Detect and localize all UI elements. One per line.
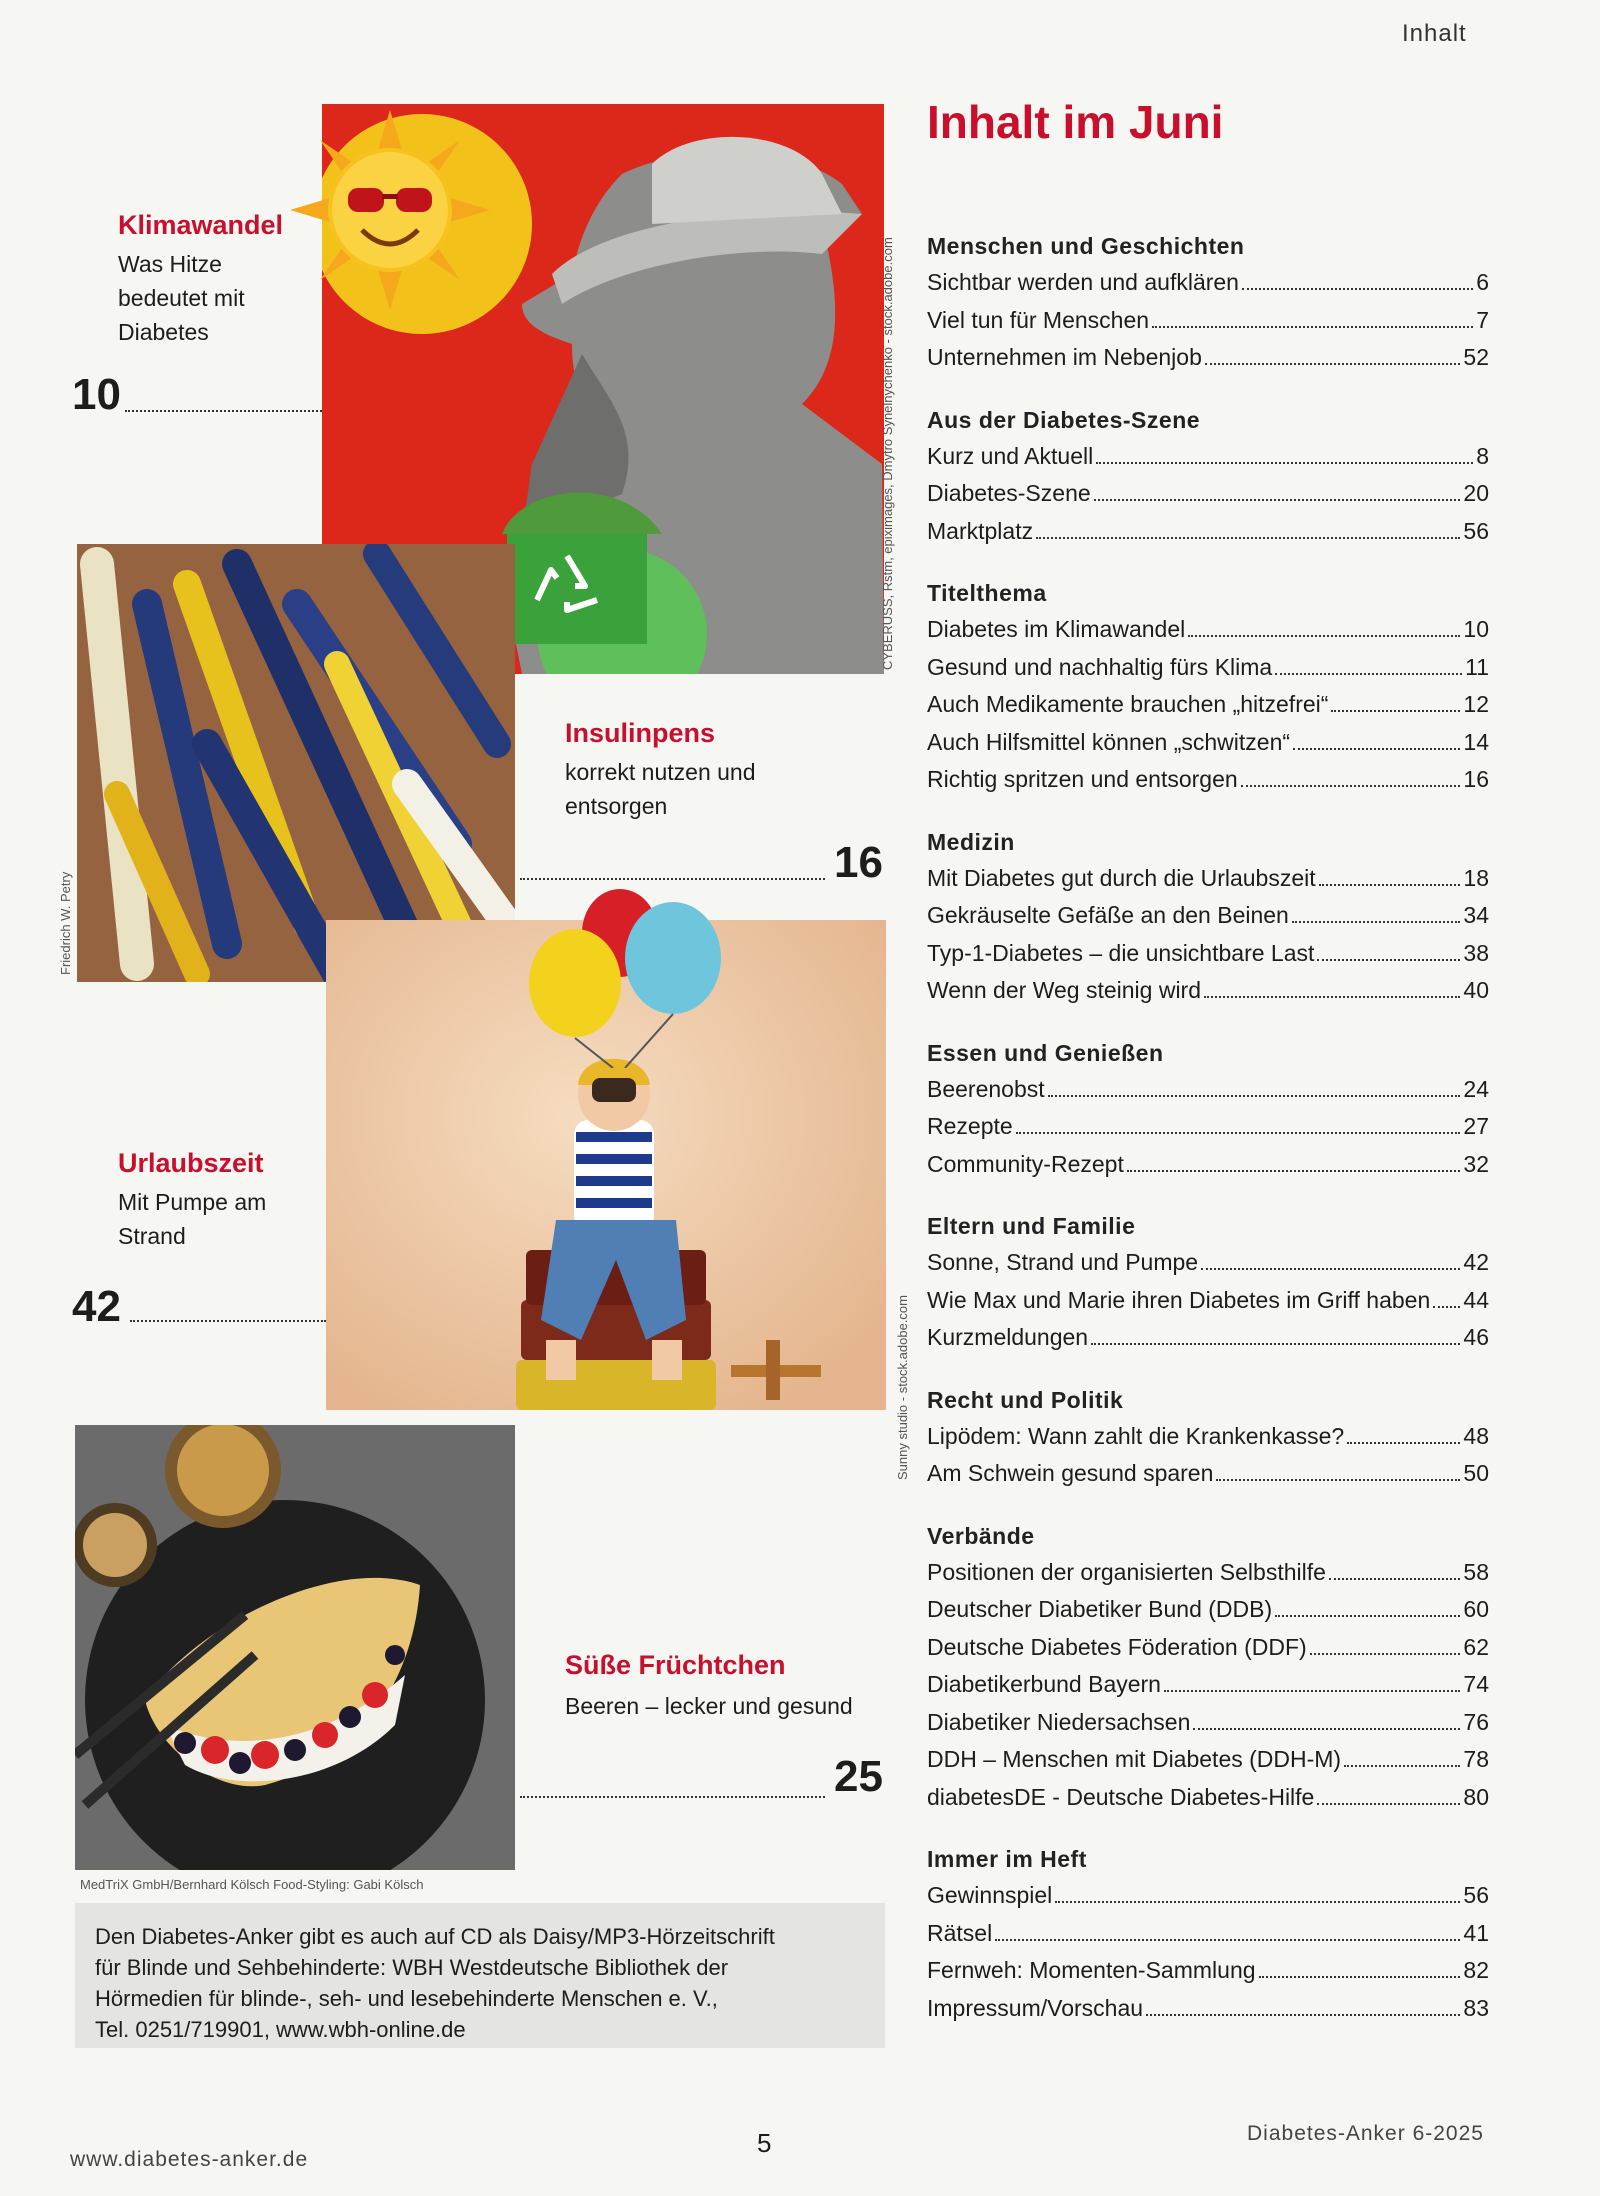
teaser-subtitle: entsorgen: [565, 793, 668, 819]
toc-entry-title: Auch Medikamente brauchen „hitzefrei“: [927, 691, 1329, 717]
toc-dot-leader: [1048, 1095, 1461, 1097]
toc-entry[interactable]: [927, 1952, 1489, 1990]
toc-dot-leader: [1091, 1343, 1460, 1345]
toc-entry-page: 56: [1463, 517, 1489, 544]
teaser-klimawandel[interactable]: [118, 210, 283, 349]
toc-dot-leader: [1127, 1170, 1461, 1172]
toc-entry-title: Rezepte: [927, 1113, 1013, 1139]
toc-dot-leader: [1344, 1765, 1460, 1767]
toc-entry[interactable]: [927, 1990, 1489, 2028]
toc-entry-title: Gewinnspiel: [927, 1882, 1053, 1908]
teaser-subtitle: korrekt nutzen und: [565, 759, 756, 785]
toc-section-heading: Menschen und Geschichten: [927, 233, 1245, 259]
toc-dot-leader: [1317, 959, 1460, 961]
toc-entry-page: 76: [1463, 1708, 1489, 1735]
insulin-credit: Friedrich W. Petry: [58, 871, 73, 975]
toc-entry[interactable]: [927, 1319, 1489, 1357]
teaser-title: Urlaubszeit: [118, 1148, 264, 1178]
recycle-icon: [527, 548, 607, 618]
toc-entry-page: 50: [1463, 1460, 1489, 1486]
toc-dot-leader: [1164, 1690, 1460, 1692]
toc-entry-title: Diabetiker Niedersachsen: [927, 1708, 1191, 1735]
toc-entry-page: 16: [1463, 766, 1489, 792]
toc-dot-leader: [1096, 462, 1473, 464]
toc-entry-title: Kurz und Aktuell: [927, 442, 1094, 469]
toc-entry-page: 78: [1463, 1746, 1489, 1772]
toc-entry[interactable]: [927, 1877, 1489, 1915]
toc-entry[interactable]: [927, 724, 1489, 762]
page-number: 5: [757, 2128, 772, 2158]
insulinpens-photo: [77, 544, 515, 982]
toc-entry-title: diabetesDE - Deutsche Diabetes-Hilfe: [927, 1783, 1315, 1810]
toc-entry-title: Viel tun für Menschen: [927, 306, 1150, 333]
toc-entry-page: 12: [1463, 691, 1489, 717]
toc-dot-leader: [1016, 1132, 1461, 1134]
toc-dot-leader: [1329, 1578, 1461, 1580]
toc-dot-leader: [1204, 996, 1460, 998]
cd-info-line[interactable]: Tel. 0251/719901, www.wbh-online.de: [95, 2017, 466, 2042]
toc-entry-title: Kurzmeldungen: [927, 1324, 1089, 1350]
toc-entry-page: 48: [1463, 1422, 1489, 1449]
toc-entry-page: 42: [1463, 1249, 1489, 1275]
toc-title: Inhalt im Juni: [927, 96, 1224, 148]
toc-dot-leader: [1055, 1901, 1460, 1903]
toc-section: [927, 1382, 1489, 1493]
toc-section-heading: Eltern und Familie: [927, 1213, 1136, 1239]
toc-section-heading: Medizin: [927, 828, 1015, 855]
toc-entry-page: 60: [1463, 1596, 1489, 1622]
leader-line: [520, 878, 825, 880]
toc-section: [927, 575, 1489, 799]
toc-dot-leader: [1036, 537, 1460, 539]
cd-info-line: Hörmedien für blinde-, seh- und lesebehinderte Menschen e. V.,: [95, 1986, 718, 2011]
toc-entry-title: Richtig spritzen und entsorgen: [927, 766, 1238, 792]
teaser-page-number: 42: [72, 1282, 121, 1331]
section-label: Inhalt: [1402, 20, 1467, 47]
toc-entry-page: 74: [1463, 1671, 1489, 1697]
toc-entry[interactable]: [927, 513, 1489, 551]
footer-issue: Diabetes-Anker 6-2025: [1247, 2122, 1484, 2145]
toc-entry-title: Gesund und nachhaltig fürs Klima: [927, 653, 1273, 680]
teaser-subtitle: Strand: [118, 1223, 186, 1249]
toc-entry[interactable]: [927, 1282, 1489, 1320]
fruechte-photo: [75, 1425, 515, 1870]
toc-dot-leader: [1331, 710, 1460, 712]
toc-entry[interactable]: [927, 1591, 1489, 1629]
teaser-urlaubszeit[interactable]: [118, 1148, 266, 1253]
toc-entry[interactable]: [927, 1418, 1489, 1456]
toc-section-heading: Verbände: [927, 1522, 1035, 1549]
toc-section-heading: Recht und Politik: [927, 1386, 1124, 1413]
toc-entry-title: Deutsche Diabetes Föderation (DDF): [927, 1633, 1307, 1660]
toc-entry-page: 7: [1476, 306, 1489, 333]
toc-entry-page: 6: [1476, 269, 1489, 295]
toc-entry-title: Impressum/Vorschau: [927, 1994, 1144, 2021]
toc-entry[interactable]: [927, 438, 1489, 476]
toc-dot-leader: [1188, 635, 1460, 637]
toc-dot-leader: [1292, 921, 1461, 923]
toc-section-heading: Titelthema: [927, 580, 1047, 606]
toc-entry[interactable]: [927, 1779, 1489, 1817]
toc-entry-title: Unternehmen im Nebenjob: [927, 344, 1202, 370]
toc-section-heading: Aus der Diabetes-Szene: [927, 406, 1201, 433]
toc-entry[interactable]: [927, 1455, 1489, 1493]
toc-entry[interactable]: [927, 1666, 1489, 1704]
toc-entry-title: Wie Max und Marie ihren Diabetes im Griff haben: [927, 1286, 1431, 1313]
toc-entry-title: Wenn der Weg steinig wird: [927, 977, 1202, 1003]
footer-website[interactable]: www.diabetes-anker.de: [70, 2148, 309, 2171]
toc-entry[interactable]: [927, 611, 1489, 649]
toc-entry-title: Sichtbar werden und aufklären: [927, 269, 1239, 295]
toc-entry-page: 41: [1463, 1919, 1489, 1946]
teaser-page-number: 10: [72, 370, 121, 419]
toc-entry[interactable]: [927, 1554, 1489, 1592]
toc-section: [927, 1518, 1489, 1817]
toc-entry-title: Typ-1-Diabetes – die unsichtbare Last: [927, 939, 1315, 966]
toc-dot-leader: [1310, 1653, 1461, 1655]
teaser-title: Süße Früchtchen: [565, 1650, 786, 1680]
toc-section: [927, 1208, 1489, 1357]
toc-entry-page: 24: [1463, 1075, 1489, 1102]
toc-entry[interactable]: [927, 897, 1489, 935]
toc-dot-leader: [995, 1939, 1460, 1941]
teaser-subtitle: Mit Pumpe am: [118, 1189, 267, 1215]
leader-line: [130, 1320, 326, 1322]
fruechte-credit: MedTriX GmbH/Bernhard Kölsch Food-Styling: Gabi Kölsch: [80, 1877, 424, 1892]
toc-entry-title: Positionen der organisierten Selbsthilfe: [927, 1558, 1326, 1585]
table-of-contents: [927, 228, 1489, 2052]
toc-entry[interactable]: [927, 972, 1489, 1010]
audio-cd-info-box: [75, 1903, 885, 2048]
toc-entry[interactable]: [927, 1741, 1489, 1779]
toc-entry-page: 46: [1463, 1324, 1489, 1350]
toc-dot-leader: [1152, 326, 1473, 328]
toc-entry[interactable]: [927, 264, 1489, 302]
urlaub-credit: Sunny studio - stock.adobe.com: [895, 1295, 910, 1480]
toc-dot-leader: [1241, 785, 1461, 787]
teaser-subtitle: Diabetes: [118, 319, 209, 345]
toc-dot-leader: [1201, 1268, 1460, 1270]
toc-dot-leader: [1433, 1306, 1460, 1308]
toc-section-heading: Essen und Genießen: [927, 1039, 1164, 1066]
teaser-page-number: 25: [834, 1752, 883, 1801]
toc-section: [927, 402, 1489, 551]
toc-entry-page: 34: [1463, 902, 1489, 928]
toc-entry-title: Auch Hilfsmittel können „schwitzen“: [927, 728, 1291, 755]
toc-dot-leader: [1347, 1442, 1460, 1444]
toc-entry-title: Beerenobst: [927, 1075, 1045, 1102]
teaser-suesse-fruechtchen[interactable]: [565, 1650, 853, 1723]
teaser-title: Insulinpens: [565, 718, 716, 748]
teaser-title: Klimawandel: [118, 210, 284, 240]
toc-entry-title: Lipödem: Wann zahlt die Krankenkasse?: [927, 1422, 1345, 1449]
toc-entry[interactable]: [927, 339, 1489, 377]
toc-entry[interactable]: [927, 686, 1489, 724]
toc-entry[interactable]: [927, 1915, 1489, 1953]
cd-info-line: Den Diabetes-Anker gibt es auch auf CD als Daisy/MP3-Hörzeitschrift: [95, 1924, 775, 1949]
teaser-subtitle: bedeutet mit: [118, 285, 245, 311]
toc-entry-page: 10: [1463, 616, 1489, 642]
toc-dot-leader: [1193, 1728, 1460, 1730]
toc-entry[interactable]: [927, 761, 1489, 799]
toc-dot-leader: [1317, 1803, 1460, 1805]
cd-info-line: für Blinde und Sehbehinderte: WBH Westdeutsche Bibliothek der: [95, 1955, 729, 1980]
toc-entry[interactable]: [927, 935, 1489, 973]
toc-entry-page: 14: [1463, 728, 1489, 755]
toc-entry-page: 8: [1476, 442, 1489, 469]
toc-entry-page: 32: [1463, 1150, 1489, 1177]
toc-section: [927, 1035, 1489, 1184]
toc-entry-page: 44: [1463, 1286, 1489, 1313]
toc-dot-leader: [1094, 499, 1461, 501]
toc-section: [927, 228, 1489, 377]
toc-entry-title: Mit Diabetes gut durch die Urlaubszeit: [927, 864, 1316, 891]
toc-entry[interactable]: [927, 475, 1489, 513]
toc-section-heading: Immer im Heft: [927, 1846, 1087, 1872]
toc-entry-page: 56: [1463, 1882, 1489, 1908]
toc-entry-page: 11: [1465, 653, 1489, 680]
teaser-insulinpens[interactable]: [565, 718, 756, 823]
balloons-decoration: [525, 888, 730, 1068]
toc-entry[interactable]: [927, 1244, 1489, 1282]
toc-entry[interactable]: [927, 860, 1489, 898]
toc-entry-title: Fernweh: Momenten-Sammlung: [927, 1957, 1256, 1983]
toc-dot-leader: [1242, 288, 1473, 290]
toc-dot-leader: [1319, 884, 1461, 886]
toc-entry-page: 83: [1463, 1994, 1489, 2021]
toc-entry-title: Diabetes-Szene: [927, 480, 1091, 506]
toc-entry[interactable]: [927, 1071, 1489, 1109]
teaser-page-number: 16: [834, 838, 883, 887]
toc-entry[interactable]: [927, 1108, 1489, 1146]
toc-dot-leader: [1205, 363, 1461, 365]
toc-dot-leader: [1293, 748, 1460, 750]
toc-entry-page: 20: [1463, 480, 1489, 506]
toc-entry[interactable]: [927, 1704, 1489, 1742]
toc-entry-title: Diabetes im Klimawandel: [927, 616, 1186, 642]
toc-entry-title: DDH – Menschen mit Diabetes (DDH-M): [927, 1746, 1342, 1772]
toc-dot-leader: [1216, 1479, 1460, 1481]
teaser-subtitle: Was Hitze: [118, 251, 222, 277]
toc-entry[interactable]: [927, 649, 1489, 687]
toc-entry-page: 18: [1463, 864, 1489, 891]
toc-entry-title: Gekräuselte Gefäße an den Beinen: [927, 902, 1289, 928]
teaser-subtitle: Beeren – lecker und gesund: [565, 1693, 853, 1719]
klima-credit: CYBERUSS, Rstm, epiximages, Dmytro Synelnychenko - stock.adobe.com: [880, 237, 895, 670]
toc-entry-page: 40: [1463, 977, 1489, 1003]
toc-entry-page: 80: [1463, 1783, 1489, 1810]
toc-dot-leader: [1275, 673, 1462, 675]
toc-section: [927, 1841, 1489, 2027]
sun-icon: [290, 110, 490, 310]
toc-entry-page: 27: [1463, 1113, 1489, 1139]
toc-entry-title: Community-Rezept: [927, 1150, 1124, 1177]
toc-entry-page: 62: [1463, 1633, 1489, 1660]
toc-entry[interactable]: [927, 1629, 1489, 1667]
toc-entry-page: 52: [1463, 344, 1489, 370]
toc-entry-title: Marktplatz: [927, 517, 1034, 544]
toc-entry[interactable]: [927, 302, 1489, 340]
toc-dot-leader: [1259, 1976, 1461, 1978]
toc-entry-page: 82: [1463, 1957, 1489, 1983]
leader-line: [125, 410, 322, 412]
toc-section: [927, 824, 1489, 1010]
toc-dot-leader: [1146, 2014, 1460, 2016]
toc-dot-leader: [1275, 1615, 1460, 1617]
toc-entry-title: Deutscher Diabetiker Bund (DDB): [927, 1596, 1273, 1622]
toc-entry[interactable]: [927, 1146, 1489, 1184]
toc-entry-title: Sonne, Strand und Pumpe: [927, 1249, 1199, 1275]
toc-entry-title: Am Schwein gesund sparen: [927, 1460, 1214, 1486]
leader-line: [520, 1796, 825, 1798]
toc-entry-title: Rätsel: [927, 1919, 993, 1946]
toc-entry-page: 58: [1463, 1558, 1489, 1585]
toc-entry-page: 38: [1463, 939, 1489, 966]
toc-entry-title: Diabetikerbund Bayern: [927, 1671, 1161, 1697]
